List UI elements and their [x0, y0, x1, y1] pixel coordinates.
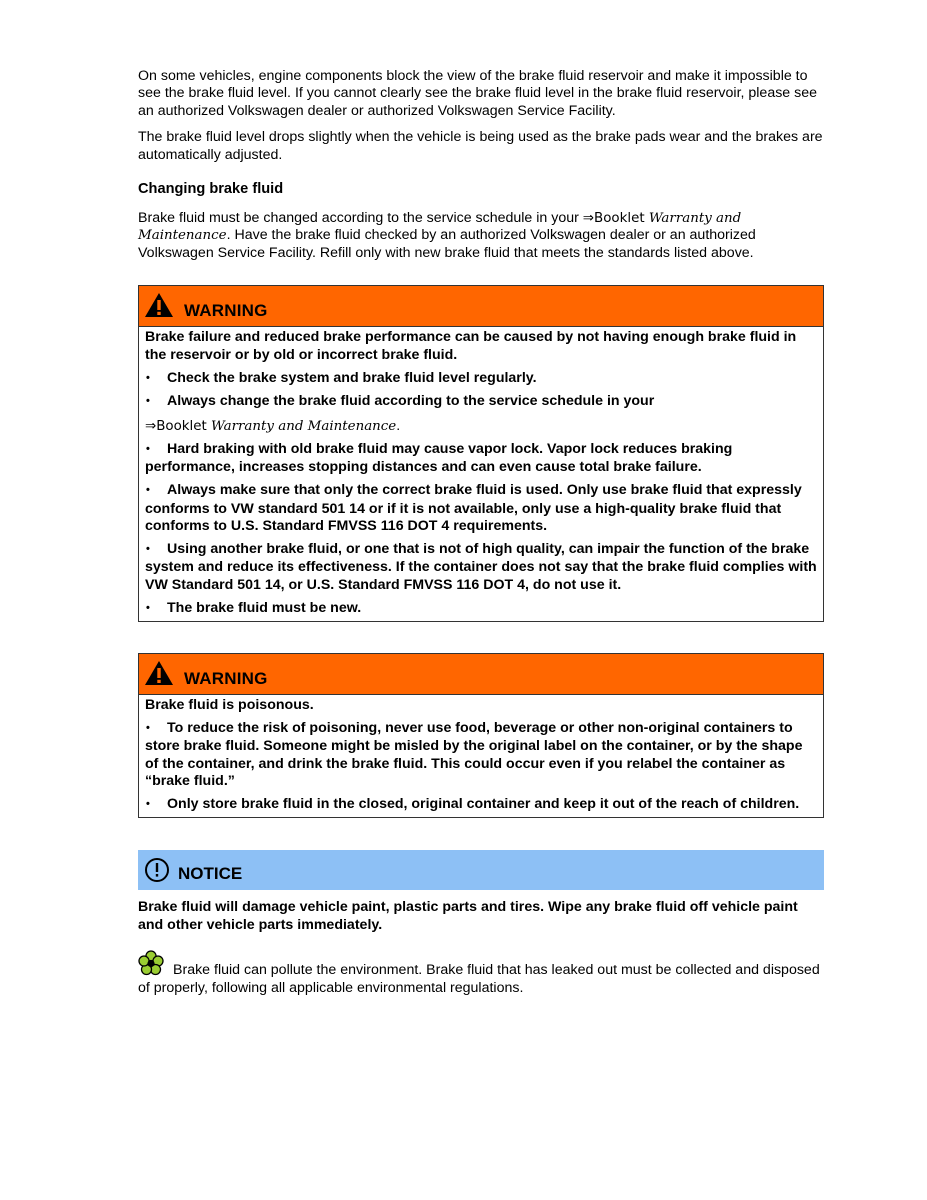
- bullet-icon: [145, 393, 167, 411]
- bullet-text: Check the brake system and brake fluid level regularly.: [167, 369, 537, 386]
- warning-bullet: [145, 796, 817, 814]
- intro-paragraph-2: The brake fluid level drops slightly when the vehicle is being used as the brake pads wear and the brakes are automatically adjusted.: [138, 129, 823, 163]
- section-paragraph: [138, 210, 824, 262]
- bullet-icon: [145, 720, 167, 738]
- bullet-text: Always change the brake fluid according to the service schedule in your: [167, 393, 655, 410]
- page-content: [138, 68, 824, 997]
- warning-triangle-icon: [144, 660, 174, 686]
- warning-box-2: [138, 653, 824, 818]
- environment-text: Brake fluid can pollute the environment. Brake fluid that has leaked out must be collected and disposed of properly, following all applicable environmental regulations.: [138, 962, 820, 996]
- bullet-text: The brake fluid must be new.: [167, 599, 362, 616]
- bullet-text: To reduce the risk of poisoning, never use food, beverage or other non-original containers to store brake fluid. Someone might be misled by the original label on the container, or by the shape of the container, and drink the brake fluid. This could occur even if you relabel the container as “brake fluid.”: [145, 719, 803, 790]
- warning-header: [139, 286, 823, 327]
- warning-bullet: [145, 541, 817, 594]
- bullet-icon: [145, 541, 167, 559]
- section-text-b: . Have the brake fluid checked by an authorized Volkswagen dealer or an authorized Volkswagen Service Facility. Refill only with new brake fluid that meets the standards listed above.: [138, 227, 756, 261]
- warning-lead: Brake failure and reduced brake performance can be caused by not having enough brake fluid in the reservoir or by old or incorrect brake fluid.: [145, 329, 797, 363]
- notice-header: [138, 850, 824, 890]
- section-text-a: Brake fluid must be changed according to the service schedule in your: [138, 210, 583, 227]
- intro-paragraph-1: On some vehicles, engine components block the view of the brake fluid reservoir and make it impossible to see the brake fluid level. If you cannot clearly see the brake fluid level in the brake fluid reservoir, please see an authorized Volkswagen dealer or authorized Volkswagen Service Facility.: [138, 68, 818, 119]
- warranty-maintenance-ref[interactable]: Warranty and Maintenance: [206, 418, 397, 434]
- arrow-glyph: ⇒: [582, 211, 595, 227]
- notice-text: Brake fluid will damage vehicle paint, plastic parts and tires. Wipe any brake fluid off vehicle paint and other vehicle parts immediately.: [138, 899, 798, 933]
- booklet-ref[interactable]: Booklet: [156, 418, 207, 434]
- warning-triangle-icon: [144, 292, 174, 318]
- notice-title: NOTICE: [178, 864, 243, 884]
- bullet-text: Hard braking with old brake fluid may cause vapor lock. Vapor lock reduces braking performance, increases stopping distances and can even cause total brake failure.: [145, 440, 733, 476]
- warranty-ref[interactable]: Warranty and: [644, 211, 742, 227]
- bullet-icon: [145, 370, 167, 388]
- warning-header: [139, 654, 823, 695]
- notice-exclamation-icon: [144, 857, 170, 883]
- bullet-icon: [145, 482, 167, 500]
- bullet-icon: [145, 441, 167, 459]
- warning-lead: Brake fluid is poisonous.: [145, 696, 314, 713]
- warning-title: WARNING: [184, 301, 268, 321]
- warning-bullet: [145, 720, 817, 791]
- section-heading: Changing brake fluid: [138, 181, 284, 198]
- warning-body: [139, 695, 823, 817]
- environment-flower-icon: [138, 950, 164, 976]
- warning-title: WARNING: [184, 668, 268, 688]
- bullet-text: Only store brake fluid in the closed, original container and keep it out of the reach of children.: [167, 795, 800, 812]
- bullet-icon: [145, 796, 167, 814]
- booklet-ref[interactable]: Booklet: [594, 211, 645, 227]
- bullet-text: Using another brake fluid, or one that is not of high quality, can impair the function of the brake system and reduce its effectiveness. If the container does not say that the brake fluid complies with VW Standard 501 14, or U.S. Standard FMVSS 116 DOT 4, do not use it.: [145, 540, 817, 593]
- warning-bullet: [145, 600, 817, 618]
- arrow-glyph: ⇒: [145, 418, 157, 434]
- maintenance-ref[interactable]: Maintenance: [138, 228, 227, 244]
- booklet-line: [145, 418, 817, 435]
- period: .: [396, 417, 401, 434]
- warning-bullet: [145, 370, 817, 388]
- environment-note: [138, 962, 824, 997]
- warning-box-1: [138, 285, 824, 622]
- warning-bullet: [145, 482, 817, 535]
- warning-body: [139, 327, 823, 621]
- warning-bullet: [145, 393, 817, 411]
- warning-bullet: [145, 441, 817, 477]
- bullet-icon: [145, 600, 167, 618]
- bullet-text: Always make sure that only the correct brake fluid is used. Only use brake fluid that expressly conforms to VW standard 501 14 or if it is not available, only use a high-quality brake fluid that conforms to U.S. Standard FMVSS 116 DOT 4 requirements.: [145, 482, 802, 534]
